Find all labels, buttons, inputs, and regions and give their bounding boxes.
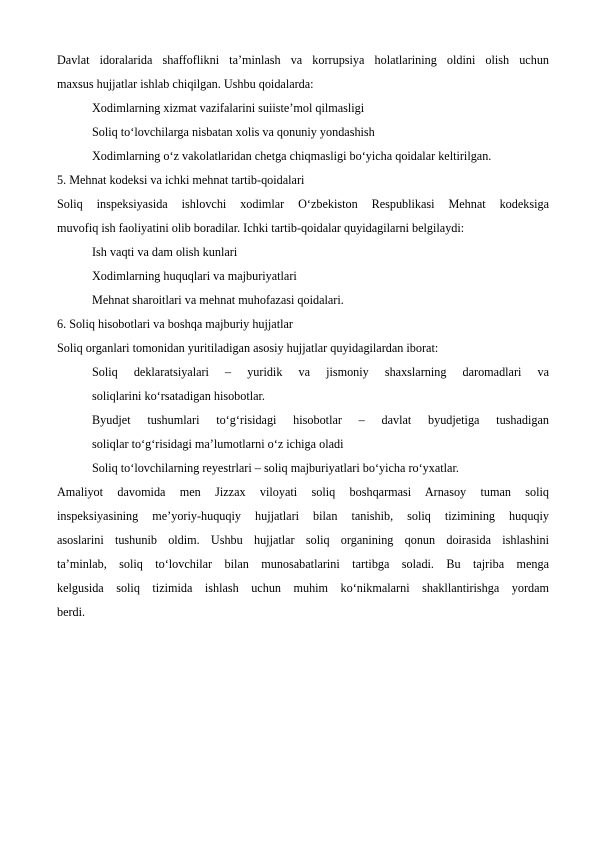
section-6-heading: 6. Soliq hisobotlari va boshqa majburiy hujjatlar [57, 317, 293, 331]
list-item-line: Byudjet tushumlari to‘g‘risidagi hisobotlar – davlat byudjetiga tushadigan [92, 413, 549, 427]
list-item: Xodimlarning o‘z vakolatlaridan chetga chiqmasligi bo‘yicha qoidalar keltirilgan. [92, 149, 492, 163]
conclusion-line: inspeksiyasining me’yoriy-huquqiy hujjatlari bilan tanishib, soliq tizimining huquqiy [57, 509, 549, 523]
list-item-line: soliqlarini ko‘rsatadigan hisobotlar. [92, 389, 265, 403]
list-item: Xodimlarning huquqlari va majburiyatlari [92, 269, 297, 283]
section-5-paragraph-line-2: muvofiq ish faoliyatini olib boradilar. Ichki tartib-qoidalar quyidagilarni belgilaydi: [57, 221, 465, 235]
section-5-heading: 5. Mehnat kodeksi va ichki mehnat tartib-qoidalari [57, 173, 305, 187]
list-item-line: Soliq to‘lovchilarning reyestrlari – soliq majburiyatlari bo‘yicha ro‘yxatlar. [92, 461, 459, 475]
list-item-line: soliqlar to‘g‘risidagi ma’lumotlarni o‘z ichiga oladi [92, 437, 344, 451]
document-page [57, 48, 549, 624]
conclusion-line: Amaliyot davomida men Jizzax viloyati soliq boshqarmasi Arnasoy tuman soliq [57, 485, 549, 499]
list-item-line: Soliq deklaratsiyalari – yuridik va jismoniy shaxslarning daromadlari va [92, 365, 549, 379]
conclusion-line: berdi. [57, 605, 86, 619]
conclusion-line: kelgusida soliq tizimida ishlash uchun muhim ko‘nikmalarni shakllantirishga yordam [57, 581, 549, 595]
list-item: Ish vaqti va dam olish kunlari [92, 245, 238, 259]
conclusion-line: ta’minlab, soliq to‘lovchilar bilan munosabatlarini tartibga soladi. Bu tajriba menga [57, 557, 549, 571]
intro-line-2: maxsus hujjatlar ishlab chiqilgan. Ushbu qoidalarda: [57, 77, 314, 91]
list-item: Mehnat sharoitlari va mehnat muhofazasi qoidalari. [92, 293, 344, 307]
list-item: Soliq to‘lovchilarga nisbatan xolis va qonuniy yondashish [92, 125, 375, 139]
list-item: Xodimlarning xizmat vazifalarini suiiste’mol qilmasligi [92, 101, 365, 115]
conclusion-line: asoslarini tushunib oldim. Ushbu hujjatlar soliq organining qonun doirasida ishlashini [57, 533, 549, 547]
section-6-paragraph: Soliq organlari tomonidan yuritiladigan asosiy hujjatlar quyidagilardan iborat: [57, 341, 439, 355]
intro-line-1: Davlat idoralarida shaffoflikni ta’minlash va korrupsiya holatlarining oldini olish uchun [57, 53, 549, 67]
section-5-paragraph-line-1: Soliq inspeksiyasida ishlovchi xodimlar O‘zbekiston Respublikasi Mehnat kodeksiga [57, 197, 549, 211]
